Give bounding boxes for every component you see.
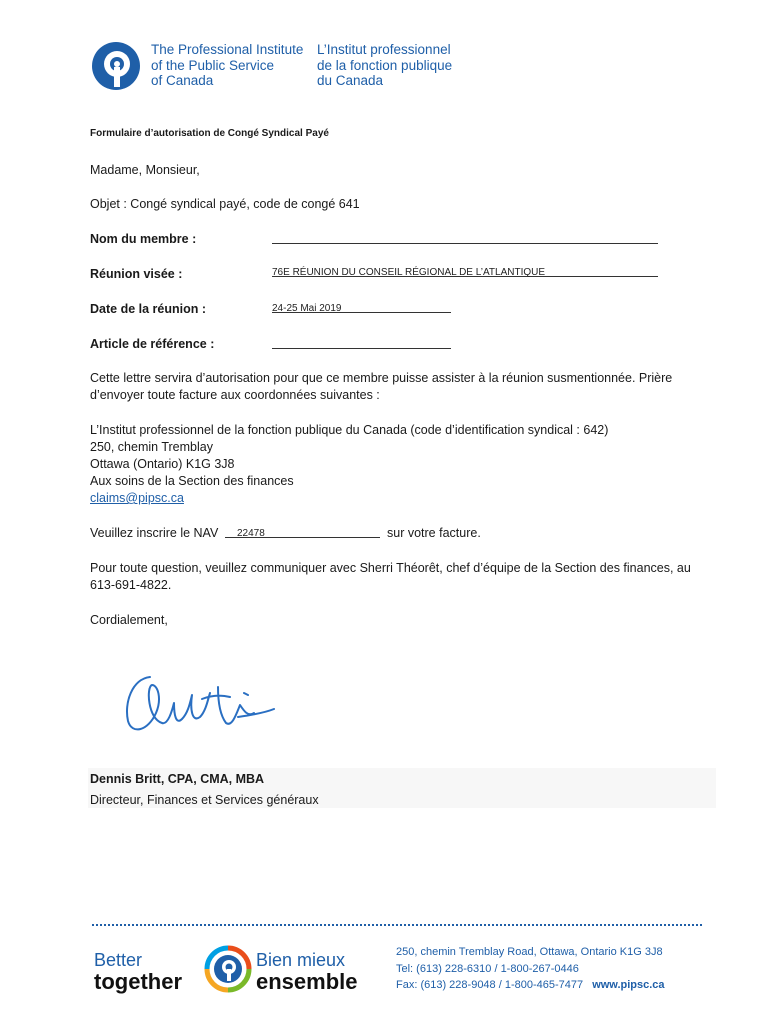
nav-suffix: sur votre facture. bbox=[387, 526, 481, 540]
footer-tagline-french: Bien mieux ensemble bbox=[256, 950, 358, 994]
signer-name: Dennis Britt, CPA, CMA, MBA bbox=[90, 772, 265, 786]
org-name-english: The Professional Institute of the Public Service of Canada bbox=[151, 42, 304, 88]
handwritten-signature bbox=[118, 665, 278, 740]
website-link[interactable]: www.pipsc.ca bbox=[592, 979, 665, 991]
subject-line: Objet : Congé syndical payé, code de congé 641 bbox=[90, 197, 360, 211]
footer-contact: 250, chemin Tremblay Road, Ottawa, Ontario K1G 3J8 Tel: (613) 228-6310 / 1-800-267-0446 Fax: (613) 228-9048 / 1-800-465-7477 www.pipsc.ca bbox=[396, 946, 665, 991]
salutation: Madame, Monsieur, bbox=[90, 163, 200, 177]
contact-paragraph: Pour toute question, veuillez communiquer avec Sherri Théorêt, chef d’équipe de la Section des finances, au 613-691-4822. bbox=[90, 561, 691, 592]
field-label-meeting: Réunion visée : bbox=[90, 267, 183, 281]
nav-field[interactable]: 22478 bbox=[225, 523, 380, 538]
nav-label: Veuillez inscrire le NAV bbox=[90, 526, 219, 540]
field-meeting-date[interactable]: 24-25 Mai 2019 bbox=[272, 298, 451, 313]
field-meeting[interactable]: 76E RÉUNION DU CONSEIL RÉGIONAL DE L’ATLANTIQUE bbox=[272, 262, 658, 277]
field-label-member: Nom du membre : bbox=[90, 232, 197, 246]
email-link[interactable]: claims@pipsc.ca bbox=[90, 491, 184, 505]
billing-address: L’Institut professionnel de la fonction publique du Canada (code d’identification syndical : 642) 250, chemin Tremblay Ottawa (Ontario) K1G 3J8 Aux soins de la Section des finances claims@pipsc.ca bbox=[90, 422, 710, 507]
authorization-paragraph: Cette lettre servira d’autorisation pour que ce membre puisse assister à la réunion susmentionnée. Prière d’envoyer toute facture aux coordonnées suivantes : bbox=[90, 371, 673, 402]
field-member-name[interactable] bbox=[272, 229, 658, 244]
pipsc-colorful-logo-icon bbox=[204, 945, 252, 993]
closing: Cordialement, bbox=[90, 613, 168, 627]
field-label-article: Article de référence : bbox=[90, 337, 215, 351]
form-title: Formulaire d’autorisation de Congé Syndical Payé bbox=[90, 128, 329, 139]
pipsc-logo-icon bbox=[90, 40, 145, 92]
field-reference-article[interactable] bbox=[272, 334, 451, 349]
org-name-french: L’Institut professionnel de la fonction publique du Canada bbox=[317, 42, 453, 88]
footer-tagline-english: Better together bbox=[94, 950, 182, 994]
footer-divider bbox=[92, 924, 702, 926]
signer-title: Directeur, Finances et Services généraux bbox=[90, 793, 319, 807]
field-label-date: Date de la réunion : bbox=[90, 302, 206, 316]
